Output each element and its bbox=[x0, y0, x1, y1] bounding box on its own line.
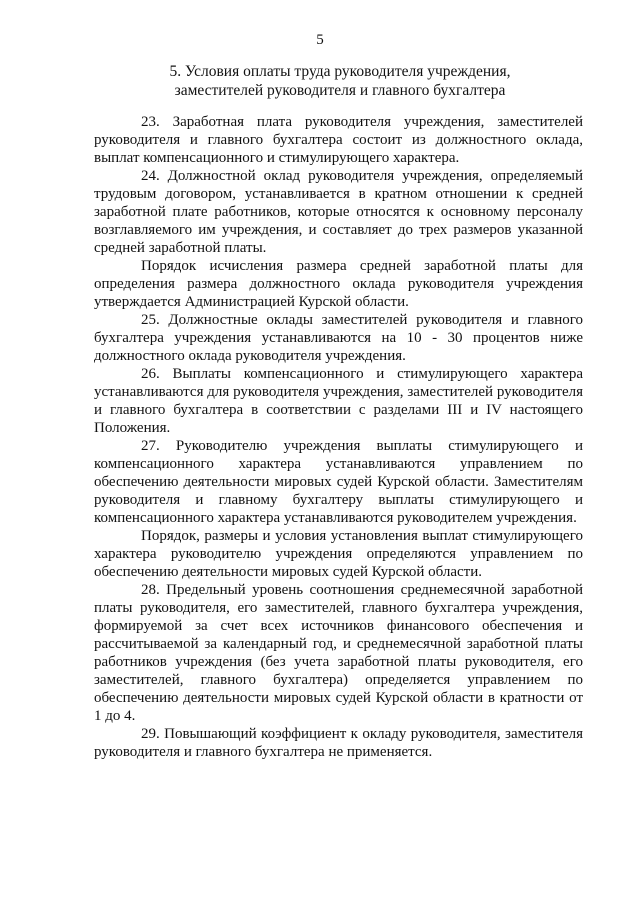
paragraph-24: 24. Должностной оклад руководителя учреждения, определяемый трудовым договором, устанавливается в кратном отношении к средней заработной плате работников, которые относятся к основному персоналу возглавляемого им учреждения, и составляет до трех размеров указанной средней заработной платы. bbox=[94, 168, 583, 256]
paragraph-24-procedure: Порядок исчисления размера средней заработной платы для определения размера должностного оклада руководителя учреждения утверждается Администрацией Курской области. bbox=[94, 258, 583, 310]
paragraph-23: 23. Заработная плата руководителя учреждения, заместителей руководителя и главного бухгалтера состоит из должностного оклада, выплат компенсационного и стимулирующего характера. bbox=[94, 114, 583, 166]
paragraph-28: 28. Предельный уровень соотношения среднемесячной заработной платы руководителя, его заместителей, главного бухгалтера учреждения, формируемой за счет всех источников финансового обеспечения и рассчитываемой за календарный год, и среднемесячной заработной платы работников учреждения (без учета заработной платы руководителя, его заместителей, главного бухгалтера) определяется управлением по обеспечению деятельности мировых судей Курской области в кратности от 1 до 4. bbox=[94, 582, 583, 724]
paragraph-29: 29. Повышающий коэффициент к окладу руководителя, заместителя руководителя и главного бухгалтера не применяется. bbox=[94, 726, 583, 760]
section-title-line-1: 5. Условия оплаты труда руководителя учреждения, bbox=[169, 63, 511, 80]
paragraph-25: 25. Должностные оклады заместителей руководителя и главного бухгалтера учреждения устанавливаются на 10 - 30 процентов ниже должностного оклада руководителя учреждения. bbox=[94, 312, 583, 364]
section-title bbox=[94, 63, 586, 100]
page-number: 5 bbox=[316, 32, 324, 48]
paragraph-26: 26. Выплаты компенсационного и стимулирующего характера устанавливаются для руководителя учреждения, заместителей руководителя и главного бухгалтера в соответствии с разделами III и IV настоящего Положения. bbox=[94, 366, 583, 436]
paragraph-27: 27. Руководителю учреждения выплаты стимулирующего и компенсационного характера устанавливаются управлением по обеспечению деятельности мировых судей Курской области. Заместителям руководителя и главному бухгалтеру выплаты стимулирующего и компенсационного характера устанавливаются руководителем учреждения. bbox=[94, 438, 583, 526]
section-title-line-2: заместителей руководителя и главного бухгалтера bbox=[174, 81, 506, 99]
paragraph-27-procedure: Порядок, размеры и условия установления выплат стимулирующего характера руководителю учреждения определяются управлением по обеспечению деятельности мировых судей Курской области. bbox=[94, 528, 583, 580]
document-body bbox=[94, 113, 583, 761]
